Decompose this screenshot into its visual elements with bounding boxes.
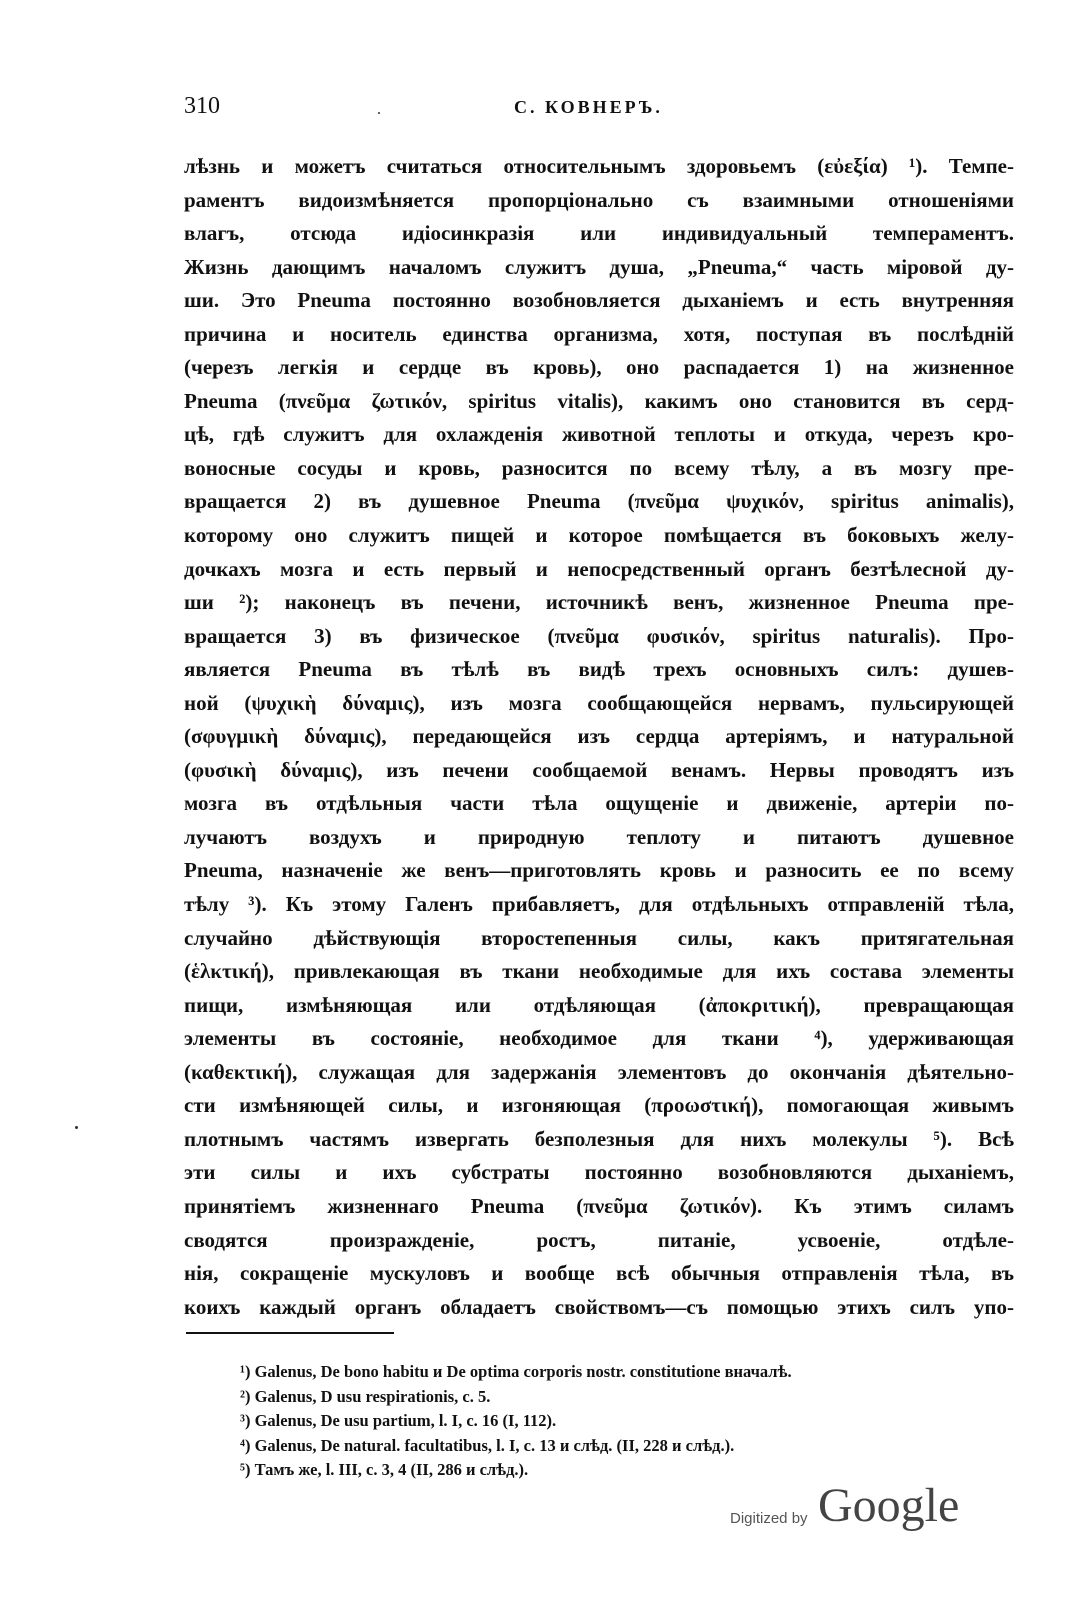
footnote-4: ⁴) Galenus, De natural. facultatibus, l. I, c. 13 и слѣд. (II, 228 и слѣд.). (240, 1435, 735, 1455)
watermark-prefix: Digitized by (730, 1510, 808, 1527)
text-line: (черезъ легкія и сердце въ кровь), оно распадается 1) на жизненное (184, 355, 1014, 380)
text-line: коихъ каждый органъ обладаетъ свойствомъ—съ помощью этихъ силъ упо- (184, 1294, 1014, 1319)
text-line: ши ²); наконецъ въ печени, источникѣ венъ, жизненное Pneuma пре- (184, 590, 1014, 615)
footnote-3: ³) Galenus, De usu partium, l. I, c. 16 (I, 112). (240, 1411, 557, 1430)
text-line: плотнымъ частямъ извергать безполезныя для нихъ молекулы ⁵). Всѣ (184, 1126, 1014, 1151)
text-line: раментъ видоизмѣняется пропорціонально съ взаимными отношеніями (184, 187, 1014, 212)
text-line: причина и носитель единства организма, хотя, поступая въ послѣдній (184, 321, 1014, 346)
footnote-1: ¹) Galenus, De bono habitu и De optima corporis nostr. constitutione вначалѣ. (240, 1362, 792, 1381)
text-line: вращается 2) въ душевное Pneuma (πνεῦμα ψυχικόν, spiritus animalis), (184, 489, 1014, 514)
text-line: сводятся произражденіе, ростъ, питаніе, усвоеніе, отдѣле- (184, 1227, 1014, 1252)
text-line: эти силы и ихъ субстраты постоянно возобновляются дыханіемъ, (184, 1160, 1014, 1185)
running-title: С. КОВНЕРЪ. (514, 97, 663, 117)
text-line: пищи, измѣняющая или отдѣляющая (ἀποκριτική), превращающая (184, 992, 1014, 1017)
text-line: влагъ, отсюда идіосинкразія или индивидуальный темпераментъ. (184, 221, 1014, 246)
text-line: элементы въ состояніе, необходимое для ткани ⁴), удерживающая (184, 1026, 1014, 1051)
text-line: ши. Это Pneuma постоянно возобновляется дыханіемъ и есть внутренняя (184, 288, 1014, 313)
text-line: вращается 3) въ физическое (πνεῦμα φυσικόν, spiritus naturalis). Про- (184, 623, 1014, 648)
scan-speck (378, 112, 380, 114)
text-line: лѣзнь и можетъ считаться относительнымъ здоровьемъ (εὐεξία) ¹). Темпе- (184, 154, 1014, 178)
google-logo: Google (818, 1479, 960, 1532)
text-line: цѣ, гдѣ служитъ для охлажденія животной теплоты и откуда, черезъ кро- (184, 422, 1014, 447)
text-line: Pneuma, назначеніе же венъ—приготовлять кровь и разносить ее по всему (184, 858, 1014, 883)
text-line: тѣлу ³). Къ этому Галенъ прибавляетъ, для отдѣльныхъ отправленій тѣла, (184, 892, 1014, 917)
footnote-5: ⁵) Тамъ же, l. III, c. 3, 4 (II, 286 и слѣд.). (240, 1460, 529, 1479)
text-line: (καθεκτική), служащая для задержанія элементовъ до окончанія дѣятельно- (184, 1059, 1014, 1084)
text-line: принятіемъ жизненнаго Pneuma (πνεῦμα ζωτικόν). Къ этимъ силамъ (184, 1193, 1014, 1218)
body-text (184, 150, 1014, 1324)
text-line: воносные сосуды и кровь, разносится по всему тѣлу, а въ мозгу пре- (184, 455, 1014, 480)
text-line: сти измѣняющей силы, и изгоняющая (προωστική), помогающая живымъ (184, 1093, 1014, 1118)
text-line: которому оно служитъ пищей и которое помѣщается въ боковыхъ желу- (184, 523, 1014, 548)
text-line: (ἑλκτική), привлекающая въ ткани необходимые для ихъ состава элементы (184, 959, 1014, 984)
text-line: случайно дѣйствующія второстепенныя силы, какъ притягательная (184, 925, 1014, 950)
page-number: 310 (184, 93, 220, 119)
text-line: нія, сокращеніе мускуловъ и вообще всѣ обычныя отправленія тѣла, въ (184, 1261, 1014, 1286)
scan-speck (75, 1126, 78, 1129)
text-line: Pneuma (πνεῦμα ζωτικόν, spiritus vitalis), какимъ оно становится въ серд- (184, 388, 1014, 413)
text-line: лучаютъ воздухъ и природную теплоту и питаютъ душевное (184, 824, 1014, 849)
footnote-rule (186, 1332, 394, 1334)
text-line: (σφυγμικὴ δύναμις), передающейся изъ сердца артеріямъ, и натуральной (184, 724, 1014, 749)
digitized-by-google-watermark (730, 1478, 960, 1548)
footnotes (240, 1360, 1020, 1483)
text-line: (φυσικὴ δύναμις), изъ печени сообщаемой венамъ. Нервы проводятъ изъ (184, 757, 1014, 782)
page-header (184, 93, 1014, 133)
text-line: является Pneuma въ тѣлѣ въ видѣ трехъ основныхъ силъ: душев- (184, 657, 1014, 682)
text-line: мозга въ отдѣльныя части тѣла ощущеніе и движеніе, артеріи по- (184, 791, 1014, 816)
text-line: Жизнь дающимъ началомъ служитъ душа, „Pneuma,“ часть міровой ду- (184, 254, 1014, 279)
text-line: ной (ψυχικὴ δύναμις), изъ мозга сообщающейся нервамъ, пульсирующей (184, 690, 1014, 715)
footnote-2: ²) Galenus, D usu respirationis, c. 5. (240, 1386, 491, 1406)
text-line: дочкахъ мозга и есть первый и непосредственный органъ безтѣлесной ду- (184, 556, 1014, 581)
